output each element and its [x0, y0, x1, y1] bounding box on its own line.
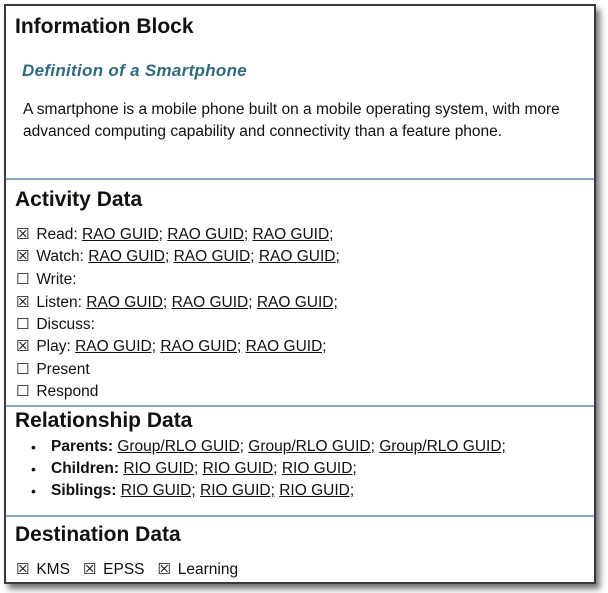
- link-parents-2[interactable]: Group/RLO GUID;: [248, 438, 375, 455]
- bullet-icon: •: [31, 461, 36, 477]
- relationship-row-parents: [31, 437, 506, 457]
- link-siblings-2[interactable]: RIO GUID;: [200, 482, 275, 499]
- link-watch-1[interactable]: RAO GUID;: [88, 248, 170, 265]
- link-siblings-1[interactable]: RIO GUID;: [120, 482, 196, 499]
- activity-row-present: [16, 360, 90, 380]
- checkbox-write[interactable]: ☐: [16, 271, 30, 288]
- activity-label-read: Read:: [36, 226, 78, 243]
- destination-heading: Destination Data: [15, 523, 181, 546]
- checkbox-read[interactable]: ☒: [16, 226, 30, 243]
- children-label: Children:: [51, 460, 120, 477]
- link-parents-1[interactable]: Group/RLO GUID;: [117, 438, 244, 455]
- link-listen-2[interactable]: RAO GUID;: [171, 294, 253, 311]
- link-children-1[interactable]: RIO GUID;: [123, 460, 199, 477]
- definition-title: Definition of a Smartphone: [22, 61, 248, 80]
- checkbox-respond[interactable]: ☐: [16, 383, 30, 400]
- activity-heading: Activity Data: [15, 188, 143, 211]
- checkbox-learning[interactable]: ☒: [157, 561, 171, 578]
- destination-label-epss: EPSS: [103, 561, 145, 578]
- activity-row-read: [16, 225, 333, 245]
- link-watch-3[interactable]: RAO GUID;: [258, 248, 340, 265]
- bullet-icon: •: [31, 483, 36, 499]
- activity-row-discuss: [16, 315, 95, 335]
- relationship-heading: Relationship Data: [15, 409, 193, 432]
- checkbox-watch[interactable]: ☒: [16, 248, 30, 265]
- destination-row: [16, 560, 238, 580]
- activity-label-watch: Watch:: [36, 248, 84, 265]
- siblings-label: Siblings:: [51, 482, 117, 499]
- link-listen-3[interactable]: RAO GUID;: [256, 294, 338, 311]
- checkbox-listen[interactable]: ☒: [16, 294, 30, 311]
- activity-row-watch: [16, 247, 340, 267]
- destination-label-kms: KMS: [36, 561, 70, 578]
- link-watch-2[interactable]: RAO GUID;: [173, 248, 255, 265]
- checkbox-kms[interactable]: ☒: [16, 561, 30, 578]
- link-play-1[interactable]: RAO GUID;: [75, 338, 157, 355]
- activity-row-write: [16, 270, 77, 290]
- activity-label-write: Write:: [36, 271, 77, 288]
- link-parents-3[interactable]: Group/RLO GUID;: [379, 438, 506, 455]
- link-read-2[interactable]: RAO GUID;: [167, 226, 249, 243]
- information-section: [6, 6, 594, 178]
- link-children-3[interactable]: RIO GUID;: [281, 460, 357, 477]
- activity-label-listen: Listen:: [36, 294, 82, 311]
- relationship-section: [6, 405, 594, 515]
- information-heading: Information Block: [15, 15, 194, 38]
- activity-row-listen: [16, 293, 338, 313]
- checkbox-epss[interactable]: ☒: [82, 561, 97, 578]
- activity-row-respond: [16, 382, 98, 402]
- link-play-2[interactable]: RAO GUID;: [160, 338, 242, 355]
- link-read-1[interactable]: RAO GUID;: [82, 226, 163, 243]
- activity-row-play: [16, 337, 327, 357]
- checkbox-play[interactable]: ☒: [16, 338, 30, 355]
- bullet-icon: •: [31, 439, 36, 455]
- destination-label-learning: Learning: [177, 561, 239, 578]
- activity-section: [6, 178, 594, 405]
- parents-label: Parents:: [51, 438, 114, 455]
- information-block-frame: [4, 4, 596, 584]
- activity-label-play: Play:: [36, 338, 71, 355]
- link-play-3[interactable]: RAO GUID;: [245, 338, 327, 355]
- link-read-3[interactable]: RAO GUID;: [252, 226, 334, 243]
- checkbox-discuss[interactable]: ☐: [16, 316, 30, 333]
- activity-label-present: Present: [36, 361, 90, 378]
- destination-section: [6, 515, 594, 582]
- checkbox-present[interactable]: ☐: [16, 361, 30, 378]
- link-siblings-3[interactable]: RIO GUID;: [279, 482, 355, 499]
- definition-text: A smartphone is a mobile phone built on a mobile operating system, with more advanced computing capability and connectivity than a feature phone.: [23, 101, 560, 140]
- link-listen-1[interactable]: RAO GUID;: [86, 294, 168, 311]
- activity-label-respond: Respond: [36, 383, 99, 400]
- link-children-2[interactable]: RIO GUID;: [202, 460, 278, 477]
- activity-label-discuss: Discuss:: [36, 316, 95, 333]
- relationship-row-children: [31, 459, 357, 479]
- relationship-row-siblings: [31, 481, 355, 501]
